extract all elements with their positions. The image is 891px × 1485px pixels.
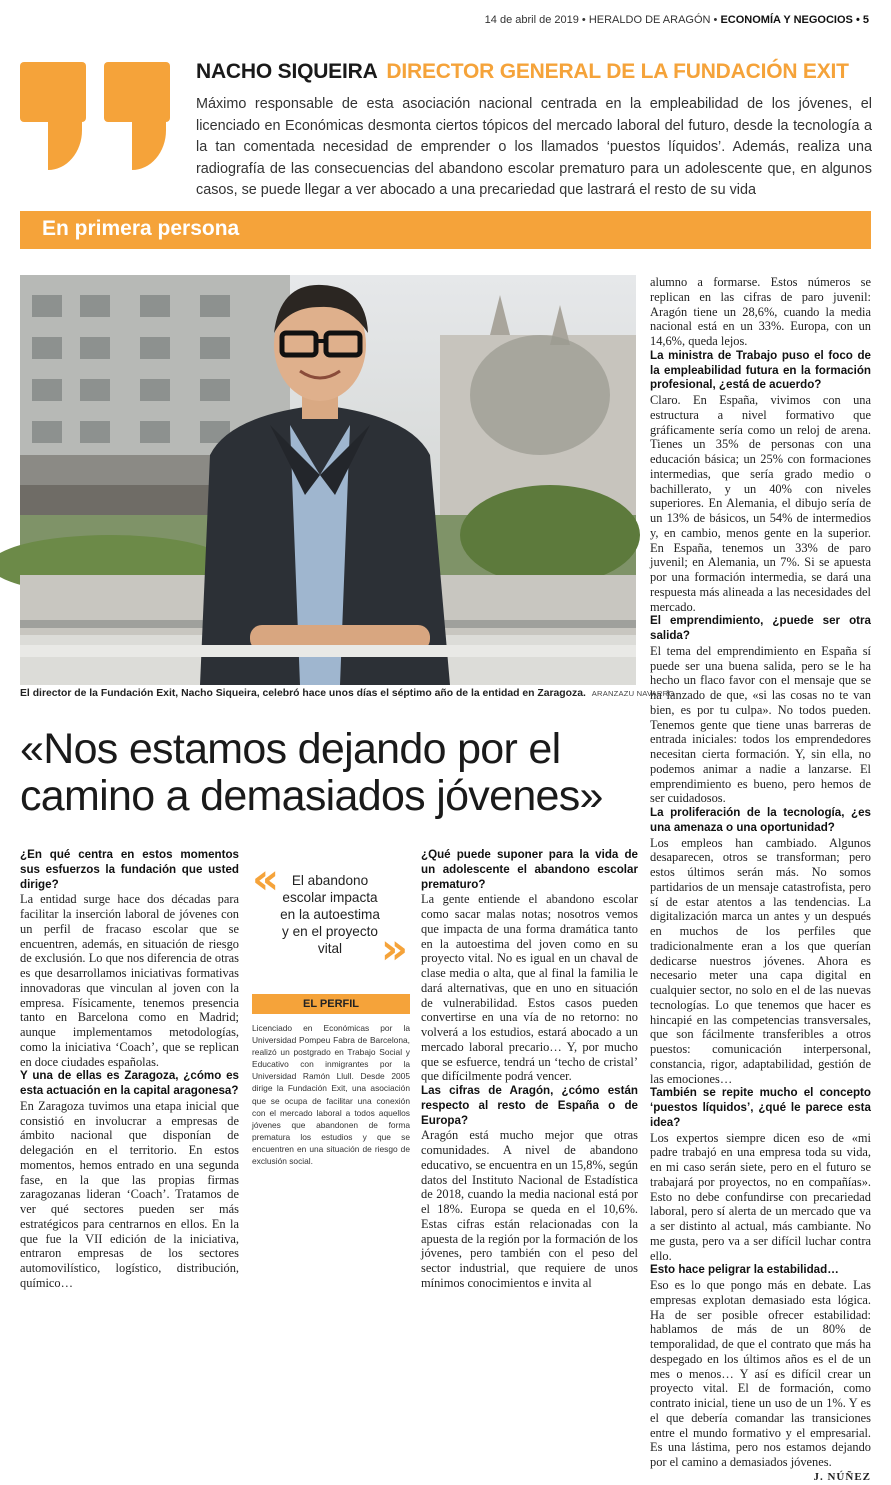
headline: «Nos estamos dejando por el camino a demasiados jóvenes» — [20, 725, 603, 820]
interview-answer: Los empleos han cambiado. Algunos desaparecen, otros se transforman; pero estos últimos serán más. No somos partidarios de un mensaje catastrofista, pero sí de estar atentos a las tendencias. La digitalización marca un antes y un después en muchos de los perfiles que tradicionalmente eran a los que querían dedicarse nuestros jóvenes. Ahora es necesario meter una capa digital en cualquier sector, no solo en el de las nuevas tecnologías. Lo que tenemos que hacer es hincapié en las competencias transversales, que son fácilmente transferibles a otros puestos: comunicación interpersonal, constancia, rigor, adaptabilidad, gestión de las emociones… — [650, 835, 871, 1086]
interview-question: También se repite mucho el concepto ‘puestos líquidos’, ¿qué le parece esta idea? — [650, 1086, 871, 1129]
section-banner-label: En primera persona — [42, 217, 240, 240]
author-signature: J. NÚÑEZ — [813, 1470, 871, 1483]
close-quote-icon: » — [380, 924, 408, 973]
interview-answer: Aragón está mucho mejor que otras comunidades. A nivel de abandono educativo, se encuentra en un 15,8%, según datos del Instituto Nacional de Estadística de 2018, cuando la media nacional está por el 18%. Europa se queda en el 10,6%. Estas cifras están relacionadas con la apuesta de la región por la formación de los jóvenes, pero también con el peso del sector industrial, que requiere de unos mínimos conocimientos e invita al — [421, 1128, 638, 1290]
photo-caption — [20, 688, 675, 699]
pullquote-text: El abandono escolar impacta en la autoestima y en el proyecto vital — [280, 873, 380, 956]
interview-answer: Claro. En España, vivimos con una estructura a nivel formativo que gráficamente sería como un reloj de arena. Tienes un 35% de personas con una educación básica; un 25% con formaciones intermedias, que sería grado medio o bachillerato, y un 40% con niveles superiores. En Alemania, el dibujo sería de un 13% de básicos, un 54% de intermedios y, en cambio, menos gente en la superior. En España, tenemos un 33% de paro juvenil; en Alemania, un 7%. Si se apuesta por una formación intermedia, se dará una respuesta más alineada a las necesidades del mercado. — [650, 393, 871, 614]
profile-intro: Máximo responsable de esta asociación nacional centrada en la empleabilidad de los jóvenes, el licenciado en Económicas desmonta ciertos tópicos del mercado laboral del futuro, desde la tecnología a la tan comentada necesidad de emprender o los llamados ‘puestos líquidos’. Además, realiza una radiografía de las consecuencias del abandono escolar prematuro para un adolescente que, en algunos casos, se puede llegar a ver abocado a una precariedad que lastrará el resto de su vida — [196, 96, 872, 198]
quote-marks-icon — [20, 62, 180, 170]
interview-answer: En Zaragoza tuvimos una etapa inicial que consistió en involucrar a empresas de ámbito nacional que disponían de delegación en el territorio. En estos momentos, hemos entrado en una segunda fase, en la que las propias firmas zaragozanas lideran ‘Coach’. Tratamos de ver qué sectores pueden ser más estratégicos para centrarnos en ellos. En la que fue la VII edición de la iniciativa, entraron empresas de los sectores automovilístico, logístico, distribución, químico… — [20, 1098, 239, 1290]
section-name: ECONOMÍA Y NEGOCIOS — [720, 14, 853, 26]
interview-question: La ministra de Trabajo puso el foco de la empleabilidad futura en la formación profesional, ¿está de acuerdo? — [650, 348, 871, 392]
interviewee-name: NACHO SIQUEIRA — [196, 60, 377, 83]
profile-heading — [196, 60, 849, 84]
pullquote — [250, 854, 410, 973]
interviewee-role: DIRECTOR GENERAL DE LA FUNDACIÓN EXIT — [386, 60, 849, 83]
interview-question: ¿Qué puede suponer para la vida de un adolescente el abandono escolar prematuro? — [421, 848, 638, 891]
interview-question: Y una de ellas es Zaragoza, ¿cómo es esta actuación en la capital aragonesa? — [20, 1069, 239, 1097]
interview-question: Esto hace peligrar la estabilidad… — [650, 1263, 839, 1277]
issue-date: 14 de abril de 2019 — [484, 14, 579, 26]
profile-box — [252, 994, 410, 1174]
profile-box-body: Licenciado en Económicas por la Universidad Pompeu Fabra de Barcelona, realizó un postgrado en Trabajo Social y Educativo con inmigrantes por la Universidad Ramón Llull. Desde 2005 dirige la Fundación Exit, una asociación que se ocupa de facilitar una conexión con el mercado laboral a todos aquellos jóvenes que abandonen de forma prematura los estudios y que se encuentren en una situación de riesgo de exclusión social. — [252, 1023, 410, 1167]
section-banner — [20, 211, 871, 249]
newspaper-name: HERALDO DE ARAGÓN — [588, 14, 711, 26]
interview-answer: Los expertos siempre dicen eso de «mi padre trabajó en una empresa toda su vida, en mi caso serán siete, pero en el futuro se trabajará por proyectos, no en compañías». Esto no debe confundirse con precariedad laboral, pero sí alerta de un mercado que va a ser distinto al actual, más cambiante. No me gusta, pero va a ser difícil luchar contra ello. — [650, 1130, 871, 1263]
interview-question: ¿En qué centra en estos momentos sus esfuerzos la fundación que usted dirige? — [20, 848, 239, 891]
interview-question: Las cifras de Aragón, ¿cómo están respecto al resto de España o de Europa? — [421, 1084, 638, 1127]
open-quote-icon: « — [252, 854, 280, 903]
interview-answer: Eso es lo que pongo más en debate. Las empresas explotan demasiado esta lógica. Ha de ser posible ofrecer estabilidad: hablamos de más de un 80% de temporalidad, de que el contrato que más ha despegado en los últimos años es el de un mes o menos… Y así es difícil crear un proyecto vital. El de formación, como contrato inicial, tiene un uso de un 1%. Y es el que debería comandar las transiciones entre el mundo formativo y el empresarial. Es una lástima, pero nos estamos dejando por el camino a demasiados jóvenes. — [650, 1278, 871, 1469]
profile-box-title: EL PERFIL — [252, 994, 410, 1014]
interview-answer: La gente entiende el abandono escolar como sacar malas notas; nosotros vemos que impacta de una forma dramática tanto en la autoestima del joven como en su proyecto vital. No es igual en un chaval de clase media o alta, que al final la familia le dará alternativas, que en uno en situación de vulnerabilidad. Estos casos pueden convertirse en una vía de no retorno: no volverá a los estudios, estará abocado a un mercado laboral precario… Y, por mucho que se esfuerce, tendrá un ‘techo de cristal’ que difícilmente podrá vencer. — [421, 892, 638, 1084]
interview-question: La proliferación de la tecnología, ¿es una amenaza o una oportunidad? — [650, 806, 871, 834]
interview-answer: alumno a formarse. Estos números se replican en las cifras de paro juvenil: Aragón tiene un 28,6%, cuando la media nacional está en un 33%. Europa, con un 14,6%, queda lejos. — [650, 275, 871, 348]
photo-caption-text: El director de la Fundación Exit, Nacho Siqueira, celebró hace unos días el séptimo año de la entidad en Zaragoza. — [20, 688, 586, 699]
interview-answer: El tema del emprendimiento en España sí puede ser una buena salida, pero se le ha hecho un flaco favor con el mensaje que se ha lanzado de que, «si las cosas no te van bien, es por tu culpa». No todos pueden. Tenemos gente que tiene unas barreras de entrada iniciales: todos los emprendedores necesitan cierta formación. Y, sin ella, no podemos animar a nadie a lanzarse. El emprendimiento es bueno, pero hemos de ser cuidadosos. — [650, 643, 871, 806]
interview-question: El emprendimiento, ¿puede ser otra salida? — [650, 614, 871, 642]
article-column-1 — [20, 848, 239, 1291]
article-column-4 — [650, 275, 871, 1485]
running-head: 14 de abril de 2019 • HERALDO DE ARAGÓN • ECONOMÍA Y NEGOCIOS • 5 — [484, 14, 869, 26]
article-column-3 — [421, 848, 638, 1291]
interview-photo — [20, 275, 636, 685]
interview-answer: La entidad surge hace dos décadas para facilitar la inserción laboral de jóvenes con un perfil de fracaso escolar que se encuentren, además, en situación de riesgo de exclusión. Lo que nos diferencia de otras es que desarrollamos iniciativas formativas innovadoras que vinculan al joven con la empresa. Físicamente, tenemos presencia tanto en Barcelona como en Madrid; aunque implementamos metodologías, como la iniciativa ‘Coach’, que se replican en doce ciudades españolas. — [20, 892, 239, 1069]
photo-credit: ARANZAZU NAVARRO — [591, 689, 675, 698]
page-number: 5 — [862, 14, 869, 26]
